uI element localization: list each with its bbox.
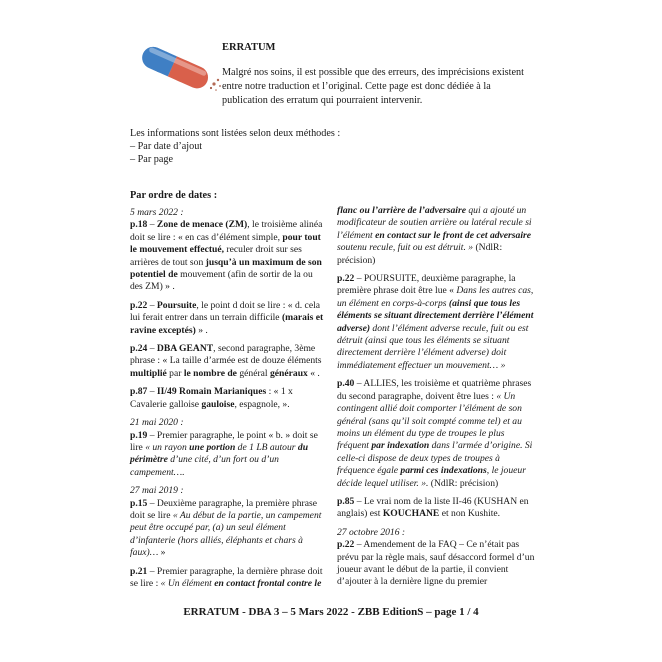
page-ref: p.22	[337, 273, 355, 285]
erratum-entry: p.85 – Le vrai nom de la liste II-46 (KUSHAN en anglais) est KOUCHANE et non Kushite.	[337, 495, 529, 520]
erratum-entry: p.15 – Deuxième paragraphe, la première phrase doit se lire « Au début de la partie, un campement peut être occupé par, (a) un seul élément d’infanterie (hors alliés, éléphants et chars à faux)… »	[130, 497, 322, 559]
erratum-entry: p.19 – Premier paragraphe, le point « b. » doit se lire « un rayon une portion de 1 LB autour du périmètre d’une cité, d’un fort ou d’un campement….	[130, 429, 318, 478]
date-heading: 27 mai 2019 :	[130, 485, 184, 497]
page-ref: p.87	[130, 386, 148, 398]
page-ref: p.15	[130, 497, 148, 509]
eraser-icon	[134, 40, 224, 95]
erratum-entry: p.22 – POURSUITE, deuxième paragraphe, la première phrase doit être lue « Dans les autres cas, un élément en corps-à-corps (ainsi que tous les éléments se situant directement derrière l’élément adverse) dont l’élément adverse recule, fuit ou est détruit (ainsi que tous les éléments se situant directement derrière l’élément adverse) doit immédiatement effectuer un mouvement… »	[337, 273, 534, 371]
date-heading: 21 mai 2020 :	[130, 417, 184, 429]
page-footer: ERRATUM - DBA 3 – 5 Mars 2022 - ZBB EditionS – page 1 / 4	[183, 606, 479, 618]
page-ref: p.21	[130, 565, 148, 577]
page-ref: p.22	[337, 539, 355, 551]
erratum-entry: p.87 – II/49 Romain Marianiques : « 1 x Cavalerie galloise gauloise, espagnole, ».	[130, 386, 293, 410]
methods-lead: Les informations sont listées selon deux méthodes :	[130, 128, 341, 139]
right-column	[337, 205, 537, 595]
erratum-entry: p.24 – DBA GEANT, second paragraphe, 3ème phrase : « La taille d’armée est de douze éléments multiplié par le nombre de général généraux « .	[130, 343, 322, 379]
page-ref: p.40	[337, 378, 355, 390]
page-ref: p.18	[130, 219, 148, 231]
page-ref: p.85	[337, 495, 355, 507]
erratum-entry: p.22 – Amendement de la FAQ – Ce n’était pas prévu par la règle mais, sauf désaccord formel d’un joueur avant le début de la partie, il convient d’ajouter à la dernière ligne du premier	[337, 539, 535, 588]
intro-text: Malgré nos soins, il est possible que des erreurs, des imprécisions existent entre notre traduction et l’original. Cette page est donc dédiée à la publication des erratum qui pourraient intervenir.	[222, 67, 524, 106]
left-column	[130, 207, 325, 596]
erratum-entry: p.21 – Premier paragraphe, la dernière phrase doit se lire : « Un élément en contact frontal contre le	[130, 565, 323, 589]
methods-list	[130, 127, 340, 166]
method-item-page: – Par page	[130, 154, 173, 165]
erratum-entry: flanc ou l’arrière de l’adversaire qui a ajouté un modificateur de soutien arrière ou latéral recule si l’élément en contact sur le front de cet adversaire soutenu recule, fuit ou est détruit. » (NdlR: précision)	[337, 205, 532, 266]
date-heading: 27 octobre 2016 :	[337, 526, 406, 538]
page-title: ERRATUM	[222, 42, 276, 53]
page-ref: p.24	[130, 343, 148, 355]
page-ref: p.22	[130, 299, 148, 311]
page-ref: p.19	[130, 429, 148, 441]
section-title: Par ordre de dates :	[130, 190, 218, 201]
date-heading: 5 mars 2022 :	[130, 207, 184, 218]
erratum-entry: p.22 – Poursuite, le point d doit se lire : « d. cela lui ferait entrer dans un terrain difficile (marais et ravine exceptés) » .	[130, 299, 324, 336]
erratum-entry: p.40 – ALLIES, les troisième et quatrième phrases du second paragraphe, doivent être lues : « Un contingent allié doit comporter l’élément de son général (sans qu’il soit compté comme tel) et au moins un élément du type de troupes le plus fréquent par indexation dans l’armée d’origine. Si celle-ci dispose de deux types de troupes à fréquence égale parmi ces indexations, le joueur décide lequel utiliser. ». (NdlR: précision)	[337, 378, 533, 489]
erratum-entry: p.18 – Zone de menace (ZM), le troisième alinéa doit se lire : « en cas d’élément simple, pour tout le mouvement effectué, reculer droit sur ses arrières de tout son jusqu’à un maximum de son potentiel de mouvement (afin de sortir de la ou des ZM) » .	[130, 219, 323, 293]
method-item-date: – Par date d’ajout	[130, 141, 203, 152]
